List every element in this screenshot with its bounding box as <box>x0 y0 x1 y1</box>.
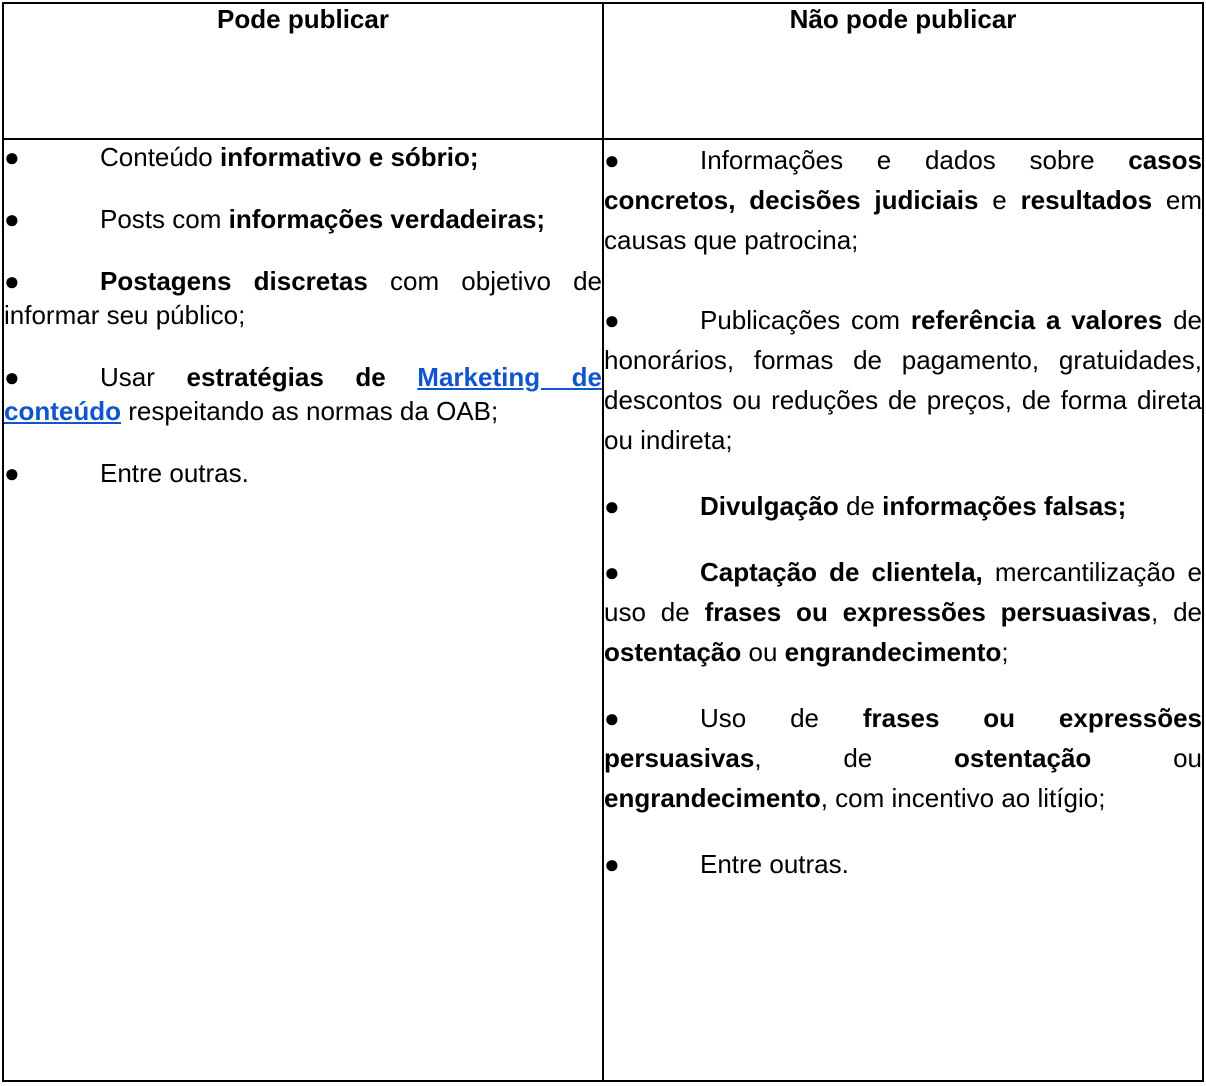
allowed-item <box>4 360 602 428</box>
comparison-table <box>2 2 1204 1082</box>
text: , de <box>754 743 955 773</box>
text: , com incentivo ao litígio; <box>820 783 1106 813</box>
bold-text: Postagens discretas <box>100 266 368 296</box>
text: de <box>838 491 883 521</box>
forbidden-item <box>604 844 1202 884</box>
text: Publicações com <box>700 305 911 335</box>
bullet-icon: ● <box>604 145 620 175</box>
bullet-icon: ● <box>604 305 620 335</box>
bullet-icon: ● <box>604 703 620 733</box>
bold-text: casos concretos, decisões judiciais <box>604 145 1202 215</box>
bold-text: informações falsas; <box>882 491 1127 521</box>
marketing-link[interactable]: Marketing de conteúdo <box>4 362 602 426</box>
bold-text: referência a valores <box>910 305 1163 335</box>
text: e <box>978 185 1021 215</box>
bold-text: engrandecimento <box>784 637 1002 667</box>
bullet-icon: ● <box>4 362 20 392</box>
bold-text: estratégias de <box>186 362 418 392</box>
bold-text: ostentação <box>954 743 1092 773</box>
text: ; <box>1001 637 1009 667</box>
bold-text: engrandecimento <box>604 783 821 813</box>
text: de honorários, formas de pagamento, gratuidades, descontos ou reduções de preços, de forma direta ou indireta; <box>604 305 1202 455</box>
bold-text: informativo e sóbrio; <box>219 142 479 172</box>
bullet-icon: ● <box>4 458 20 488</box>
text: Conteúdo <box>100 142 220 172</box>
bold-text: ostentação <box>604 637 742 667</box>
bold-text: Divulgação <box>700 491 839 521</box>
text: Uso de <box>700 703 863 733</box>
bold-text: frases ou expressões persuasivas <box>704 597 1151 627</box>
bold-text: frases ou expressões persuasivas <box>604 703 1202 773</box>
bold-text: informações verdadeiras; <box>228 204 546 234</box>
header-row <box>3 3 1203 139</box>
text: Usar <box>100 362 187 392</box>
text: , de <box>1150 597 1202 627</box>
text: ou <box>1091 743 1202 773</box>
bullet-icon: ● <box>604 491 620 521</box>
text: respeitando as normas da OAB; <box>121 396 499 426</box>
forbidden-item <box>604 698 1202 818</box>
text: Informações e dados sobre <box>700 145 1129 175</box>
allowed-item <box>4 202 602 236</box>
text: Posts com <box>100 204 229 234</box>
allowed-item <box>4 456 602 490</box>
bullet-icon: ● <box>4 142 20 172</box>
bold-text: resultados <box>1020 185 1153 215</box>
forbidden-list-cell <box>603 139 1203 1081</box>
text: Entre outras. <box>100 458 249 488</box>
bullet-icon: ● <box>604 557 620 587</box>
bullet-icon: ● <box>604 849 620 879</box>
allowed-item <box>4 264 602 332</box>
header-pode-publicar: Pode publicar <box>3 3 603 139</box>
forbidden-item <box>604 552 1202 672</box>
text: com objetivo de informar seu público; <box>4 266 603 330</box>
forbidden-item <box>604 486 1202 526</box>
allowed-list-cell <box>3 139 603 1081</box>
header-nao-pode-publicar: Não pode publicar <box>603 3 1203 139</box>
bullet-icon: ● <box>4 204 20 234</box>
text: ou <box>741 637 785 667</box>
forbidden-item <box>604 140 1202 260</box>
text: Entre outras. <box>700 849 849 879</box>
allowed-item <box>4 140 602 174</box>
text: mercantilização e uso de <box>604 557 1202 627</box>
text: em causas que patrocina; <box>604 185 1202 255</box>
forbidden-item <box>604 300 1202 460</box>
content-row <box>3 139 1203 1081</box>
bold-text: Captação de clientela, <box>700 557 983 587</box>
bullet-icon: ● <box>4 266 20 296</box>
